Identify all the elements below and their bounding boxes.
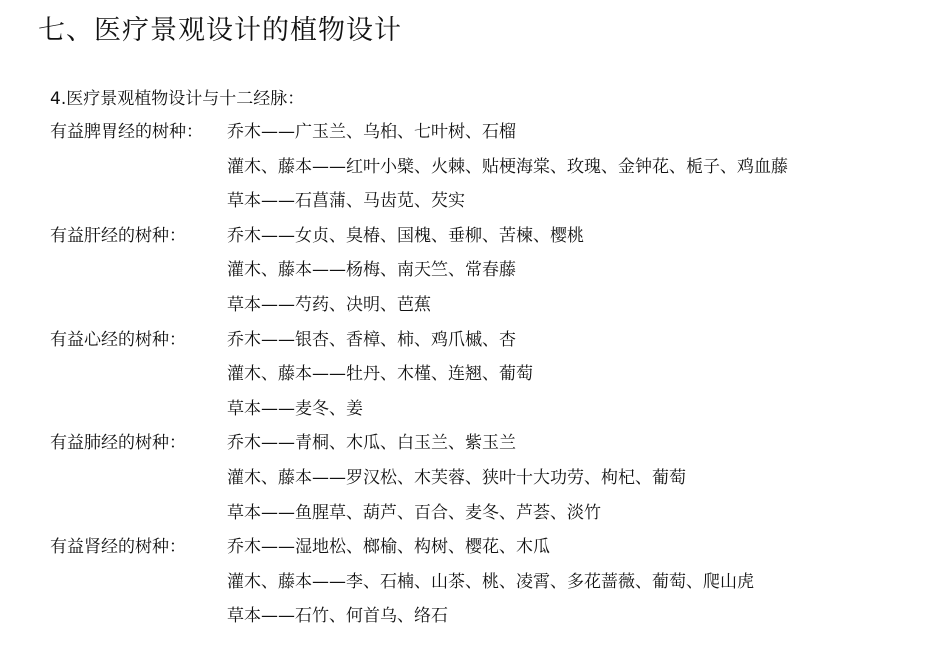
group-kidney-row-1 (50, 530, 920, 565)
group-liver-row-3 (50, 288, 920, 323)
group-liver-row-1 (50, 219, 920, 254)
plant-line-trees: 乔木——女贞、臭椿、国槐、垂柳、苦楝、樱桃 (227, 225, 584, 246)
group-label: 有益肾经的树种： (50, 537, 186, 558)
group-lung-row-2 (50, 461, 920, 496)
plant-line-herbs: 草本——芍药、决明、芭蕉 (227, 294, 431, 315)
plant-line-herbs: 草本——石菖蒲、马齿苋、芡实 (227, 191, 465, 212)
group-heart-row-3 (50, 392, 920, 427)
group-heart-row-1 (50, 323, 920, 358)
plant-list (50, 115, 920, 634)
group-lung-row-3 (50, 496, 920, 531)
plant-line-trees: 乔木——广玉兰、乌桕、七叶树、石榴 (227, 122, 516, 142)
group-kidney-row-3 (50, 599, 920, 634)
plant-line-herbs: 草本——鱼腥草、葫芦、百合、麦冬、芦荟、淡竹 (227, 502, 601, 523)
group-heart-row-2 (50, 357, 920, 392)
page-title: 七、医疗景观设计的植物设计 (38, 15, 402, 46)
group-label: 有益心经的树种： (50, 329, 186, 350)
group-liver-row-2 (50, 253, 920, 288)
group-label: 有益肺经的树种： (50, 433, 186, 454)
group-label: 有益脾胃经的树种： (50, 122, 203, 142)
plant-line-herbs: 草本——麦冬、姜 (227, 398, 363, 419)
plant-line-trees: 乔木——银杏、香樟、柿、鸡爪槭、杏 (227, 329, 516, 350)
plant-line-trees: 乔木——青桐、木瓜、白玉兰、紫玉兰 (227, 433, 516, 454)
plant-line-shrubs-vines: 灌木、藤本——罗汉松、木芙蓉、狭叶十大功劳、枸杞、葡萄 (227, 467, 686, 488)
plant-line-trees: 乔木——湿地松、榔榆、构树、樱花、木瓜 (227, 537, 550, 558)
group-label: 有益肝经的树种： (50, 225, 186, 246)
section-heading: 4.医疗景观植物设计与十二经脉： (50, 89, 305, 109)
plant-line-herbs: 草本——石竹、何首乌、络石 (227, 606, 448, 627)
group-spleen-stomach-row-2 (50, 150, 920, 185)
group-spleen-stomach-row-3 (50, 184, 920, 219)
group-spleen-stomach-row-1 (50, 115, 920, 150)
plant-line-shrubs-vines: 灌木、藤本——杨梅、南天竺、常春藤 (227, 260, 516, 281)
plant-line-shrubs-vines: 灌木、藤本——红叶小檗、火棘、贴梗海棠、玫瑰、金钟花、栀子、鸡血藤 (227, 156, 788, 177)
group-lung-row-1 (50, 426, 920, 461)
group-kidney-row-2 (50, 565, 920, 600)
plant-line-shrubs-vines: 灌木、藤本——李、石楠、山茶、桃、凌霄、多花蔷薇、葡萄、爬山虎 (227, 571, 754, 592)
plant-line-shrubs-vines: 灌木、藤本——牡丹、木槿、连翘、葡萄 (227, 364, 533, 385)
